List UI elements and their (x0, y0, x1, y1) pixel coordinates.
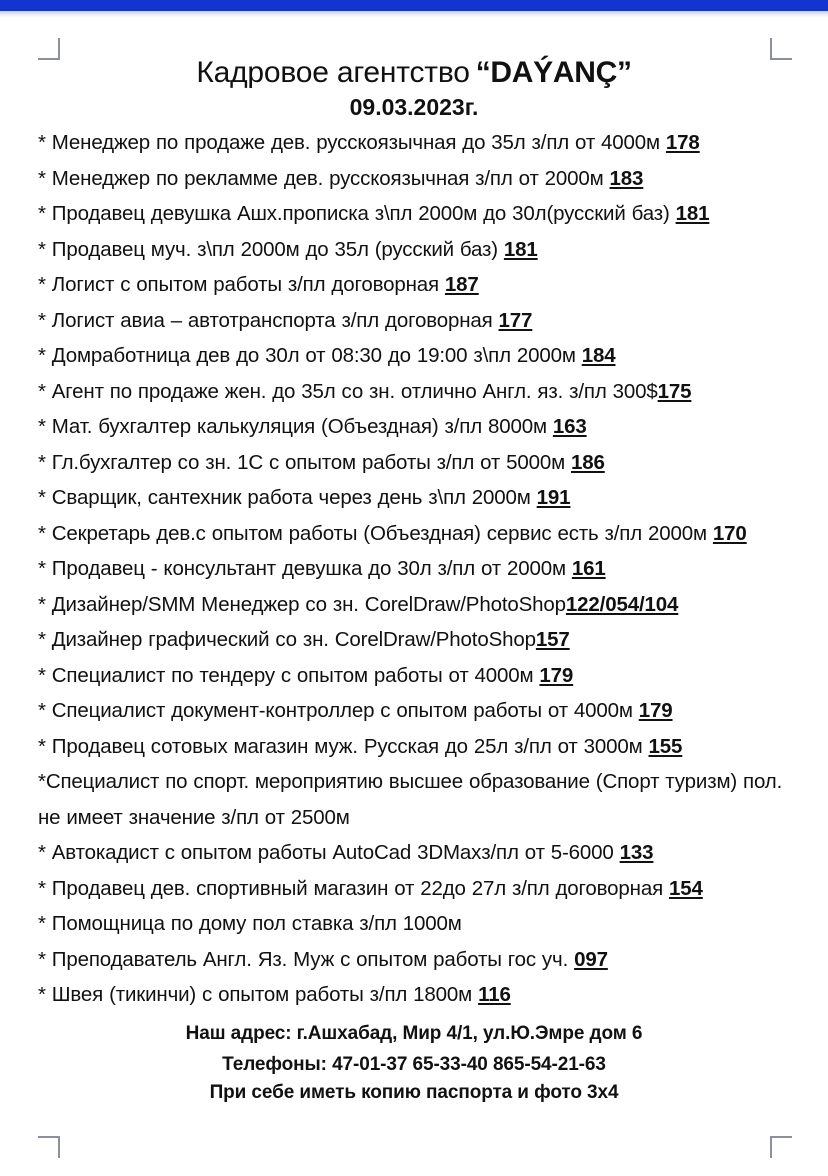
job-listing-text: * Агент по продаже жен. до 35л со зн. отлично Англ. яз. з/пл 300$ (38, 379, 658, 403)
margin-corner-mark-bottom-left (38, 1136, 60, 1158)
job-listings-list (0, 125, 828, 1013)
job-listing-item (24, 232, 810, 268)
job-listing-item (24, 409, 810, 445)
job-listing-text: * Специалист по тендеру с опытом работы от 4000м (38, 663, 540, 687)
job-listing-item (24, 729, 810, 765)
job-listing-reference-number: 177 (498, 308, 533, 332)
job-listing-text: * Домработница дев до 30л от 08:30 до 19:00 з\пл 2000м (38, 344, 582, 367)
footer-phones: Телефоны: 47-01-37 65-33-40 865-54-21-63 (222, 1053, 606, 1075)
job-listing-reference-number: 097 (574, 947, 608, 971)
job-listing-reference-number: 181 (675, 202, 710, 225)
job-listing-reference-number: 116 (478, 983, 511, 1006)
job-listing-item (24, 658, 810, 694)
job-listing-text: * Логист с опытом работы з/пл договорная (38, 273, 445, 296)
job-listing-item (24, 480, 810, 516)
job-listing-reference-number: 175 (657, 379, 692, 403)
job-listing-text: * Секретарь дев.с опытом работы (Объездная) сервис есть з/пл 2000м (38, 521, 713, 545)
document-page (0, 18, 828, 1176)
job-listing-reference-number: 133 (619, 841, 654, 864)
job-listing-text: * Автокадист с опытом работы AutoCad 3DMaxз/пл от 5-6000 (38, 841, 620, 864)
job-listing-text: * Сварщик, сантехник работа через день з\пл 2000м (38, 486, 537, 509)
title-agency-text: Кадровое агентство (196, 56, 470, 89)
job-listing-item (24, 125, 810, 161)
job-listing-item (24, 196, 810, 232)
job-listing-item (24, 303, 810, 339)
job-listing-item (24, 906, 810, 942)
job-listing-item (24, 445, 810, 481)
job-listing-text: * Преподаватель Англ. Яз. Муж с опытом работы гос уч. (38, 947, 575, 971)
job-listing-reference-number: 184 (581, 344, 616, 367)
job-listing-item (24, 622, 810, 658)
job-listing-reference-number: 179 (638, 699, 673, 722)
job-listing-item (24, 516, 810, 552)
job-listing-item (24, 551, 810, 587)
margin-corner-mark-bottom-right (770, 1136, 792, 1158)
job-listing-reference-number: 170 (712, 521, 747, 545)
job-listing-reference-number: 155 (648, 734, 683, 758)
job-listing-text: * Продавец - консультант девушка до 30л з/пл от 2000м (38, 557, 572, 580)
job-listing-reference-number: 191 (536, 486, 571, 509)
job-listing-reference-number: 183 (609, 166, 644, 190)
job-listing-text: * Логист авиа – автотранспорта з/пл договорная (38, 308, 499, 332)
job-listing-item (24, 267, 810, 303)
job-listing-text: *Специалист по спорт. мероприятию высшее образование (Спорт туризм) пол. не имеет значение з/пл от 2500м (38, 770, 783, 829)
job-listing-text: * Менеджер по продаже дев. русскоязычная до 35л з/пл от 4000м (38, 131, 666, 154)
job-listing-reference-number: 157 (535, 628, 570, 651)
footer-address: Наш адрес: г.Ашхабад, Мир 4/1, ул.Ю.Эмре дом 6 (185, 1022, 643, 1044)
document-content (0, 40, 828, 1106)
job-listing-text: * Помощница по дому пол ставка з/пл 1000м (38, 912, 462, 935)
job-listing-reference-number: 163 (552, 415, 587, 438)
job-listing-item (24, 764, 810, 835)
job-listing-text: * Гл.бухгалтер со зн. 1С с опытом работы з/пл от 5000м (38, 450, 571, 474)
job-listing-reference-number: 122/054/104 (565, 592, 679, 616)
job-listing-item (24, 835, 810, 871)
job-listing-text: * Менеджер по рекламме дев. русскоязычная з/пл от 2000м (38, 166, 610, 190)
job-listing-item (24, 942, 810, 978)
document-date: 09.03.2023г. (349, 94, 479, 120)
job-listing-text: * Продавец девушка Ашх.прописка з\пл 2000м до 30л(русский баз) (38, 202, 676, 225)
job-listing-item (24, 977, 810, 1013)
job-listing-text: * Дизайнер графический со зн. CorelDraw/PhotoShop (38, 628, 536, 651)
job-listing-text: * Продавец дев. спортивный магазин от 22до 27л з/пл договорная (38, 876, 669, 900)
job-listing-item (24, 374, 810, 410)
job-listing-text: * Продавец сотовых магазин муж. Русская до 25л з/пл от 3000м (38, 734, 649, 758)
job-listing-reference-number: 179 (539, 663, 574, 687)
job-listing-text: * Продавец муч. з\пл 2000м до 35л (русский баз) (38, 237, 504, 261)
job-listing-item (24, 161, 810, 197)
job-listing-item (24, 871, 810, 907)
job-listing-text: * Дизайнер/SMM Менеджер со зн. CorelDraw/PhotoShop (38, 592, 566, 616)
footer-note: При себе иметь копию паспорта и фото 3х4 (209, 1081, 619, 1103)
job-listing-text: * Специалист документ-контроллер с опытом работы от 4000м (38, 699, 639, 722)
job-listing-item (24, 587, 810, 623)
job-listing-reference-number: 178 (665, 131, 700, 154)
page-title (0, 54, 828, 92)
top-bar-shadow (0, 11, 828, 18)
job-listing-item (24, 338, 810, 374)
footer-contact-block (0, 1019, 828, 1106)
job-listing-reference-number: 186 (570, 450, 605, 474)
job-listing-reference-number: 181 (503, 237, 538, 261)
job-listing-item (24, 693, 810, 729)
job-listing-text: * Мат. бухгалтер калькуляция (Объездная) з/пл 8000м (38, 415, 553, 438)
browser-top-bar (0, 0, 828, 11)
title-brand-text: “DAÝANÇ” (475, 56, 632, 89)
job-listing-text: * Швея (тикинчи) с опытом работы з/пл 1800м (38, 983, 479, 1006)
job-listing-reference-number: 161 (571, 557, 606, 580)
job-listing-reference-number: 154 (669, 876, 703, 900)
job-listing-reference-number: 187 (444, 273, 479, 296)
